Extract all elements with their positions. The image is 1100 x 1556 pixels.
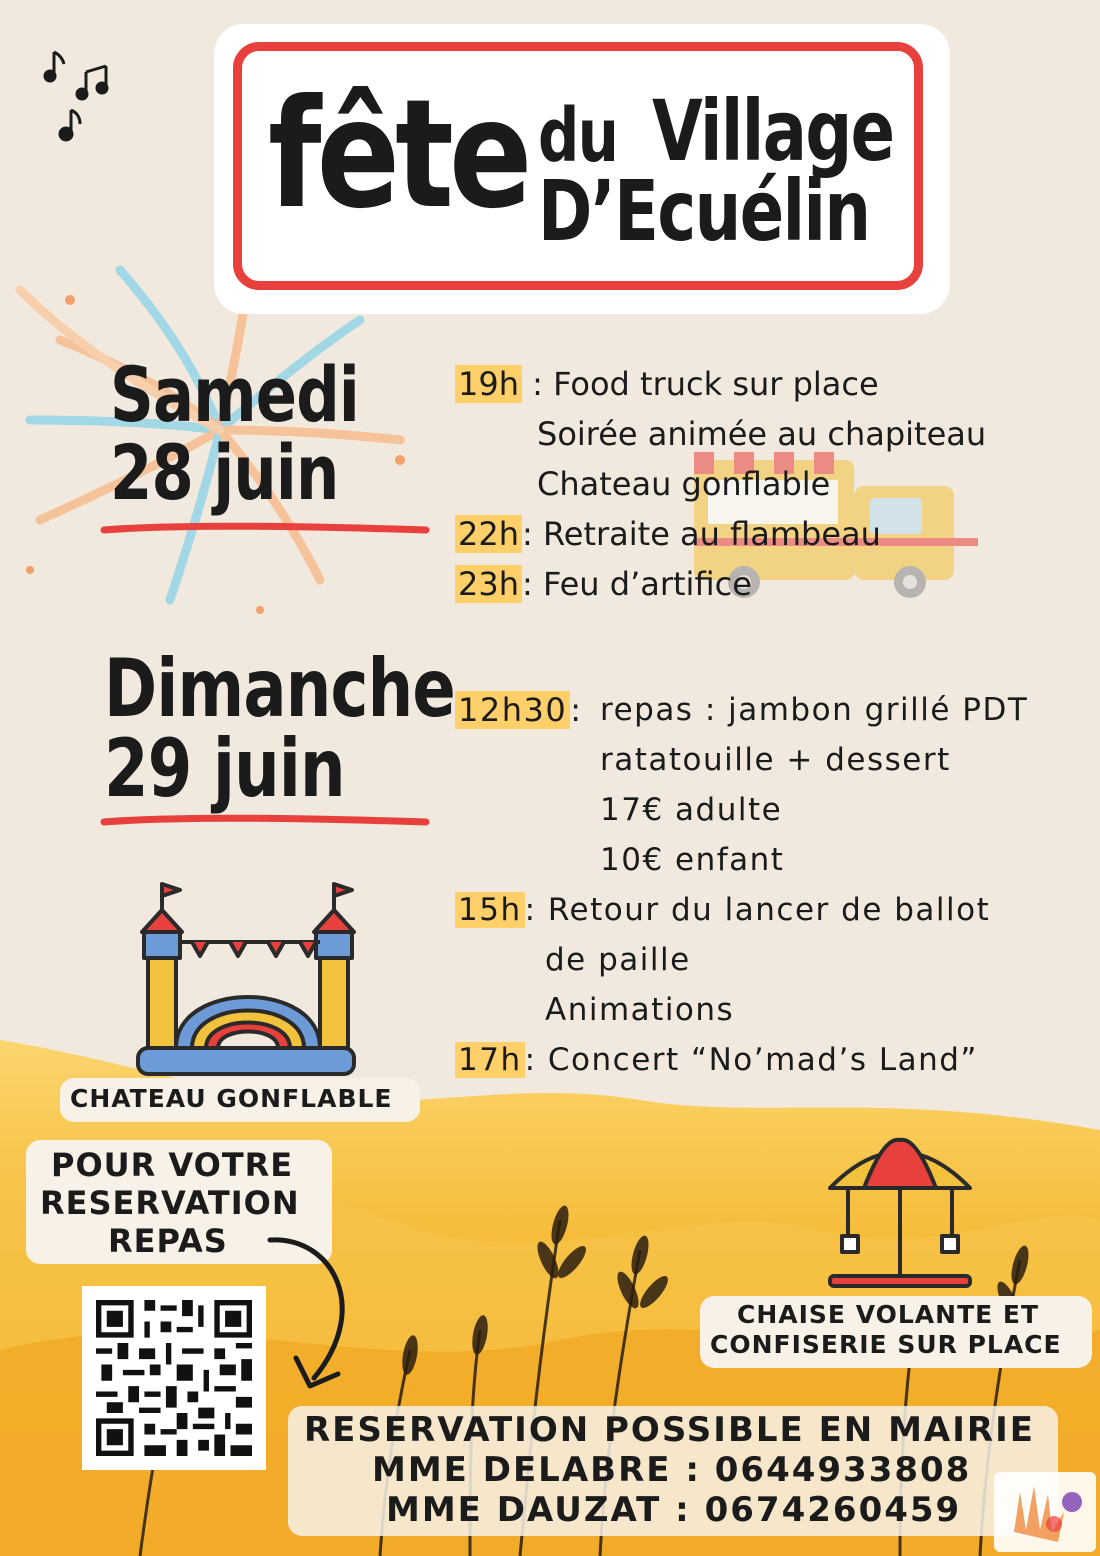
sunday-day: Dimanche	[104, 642, 456, 735]
saturday-item-1: 19h : Food truck sur place	[455, 364, 879, 404]
music-notes-icon	[40, 48, 120, 148]
time-badge: 12h30	[455, 691, 570, 729]
title-village: Village	[652, 82, 894, 180]
carousel-caption-line-2: CONFISERIE SUR PLACE	[710, 1330, 1062, 1359]
sunday-date: 29 juin	[104, 722, 345, 815]
qr-code-icon[interactable]	[96, 1300, 252, 1456]
sunday-item-3: 17€ adulte	[600, 792, 783, 828]
sunday-item-8: 17h: Concert “No’mad’s Land”	[455, 1040, 978, 1080]
saturday-item-5: 23h: Feu d’artifice	[455, 564, 752, 604]
title-ecuelin: D’Ecuélin	[538, 162, 870, 260]
reservation-repas-line-3: REPAS	[108, 1222, 228, 1260]
carousel-caption-line-1: CHAISE VOLANTE ET	[737, 1300, 1040, 1329]
bouncy-castle-caption: CHATEAU GONFLABLE	[70, 1084, 393, 1113]
time-badge: 19h	[455, 365, 522, 403]
saturday-underline	[100, 518, 430, 540]
sunday-item-7: Animations	[545, 992, 735, 1028]
reservation-line-3: MME DAUZAT : 0674260459	[386, 1490, 962, 1530]
time-badge: 15h	[455, 892, 525, 928]
saturday-date: 28 juin	[110, 428, 339, 517]
reservation-repas-line-2: RESERVATION	[40, 1184, 300, 1222]
logo-icon	[994, 1472, 1096, 1552]
saturday-item-2: Soirée animée au chapiteau	[537, 415, 987, 453]
time-badge: 17h	[455, 1042, 525, 1078]
sunday-item-2: ratatouille + dessert	[600, 742, 951, 778]
sunday-item-1: 12h30:	[455, 690, 583, 730]
sunday-underline	[100, 810, 430, 832]
arrow-icon	[262, 1228, 372, 1398]
sunday-item-6: de paille	[545, 942, 691, 978]
time-badge: 22h	[455, 515, 522, 553]
carousel-icon	[824, 1136, 976, 1290]
sunday-item-1-text: repas : jambon grillé PDT	[600, 692, 1029, 728]
reservation-line-2: MME DELABRE : 0644933808	[372, 1450, 972, 1490]
bouncy-castle-icon	[134, 880, 358, 1080]
reservation-line-1: RESERVATION POSSIBLE EN MAIRIE	[304, 1410, 1035, 1450]
time-badge: 23h	[455, 565, 522, 603]
title-du: du	[538, 93, 618, 179]
sunday-item-5: 15h: Retour du lancer de ballot	[455, 890, 990, 930]
title-fete: fête	[268, 68, 528, 242]
saturday-day: Samedi	[110, 350, 359, 439]
reservation-repas-line-1: POUR VOTRE	[51, 1146, 294, 1184]
saturday-item-3: Chateau gonflable	[537, 465, 831, 503]
saturday-item-4: 22h: Retraite au flambeau	[455, 514, 881, 554]
sunday-item-4: 10€ enfant	[600, 842, 785, 878]
